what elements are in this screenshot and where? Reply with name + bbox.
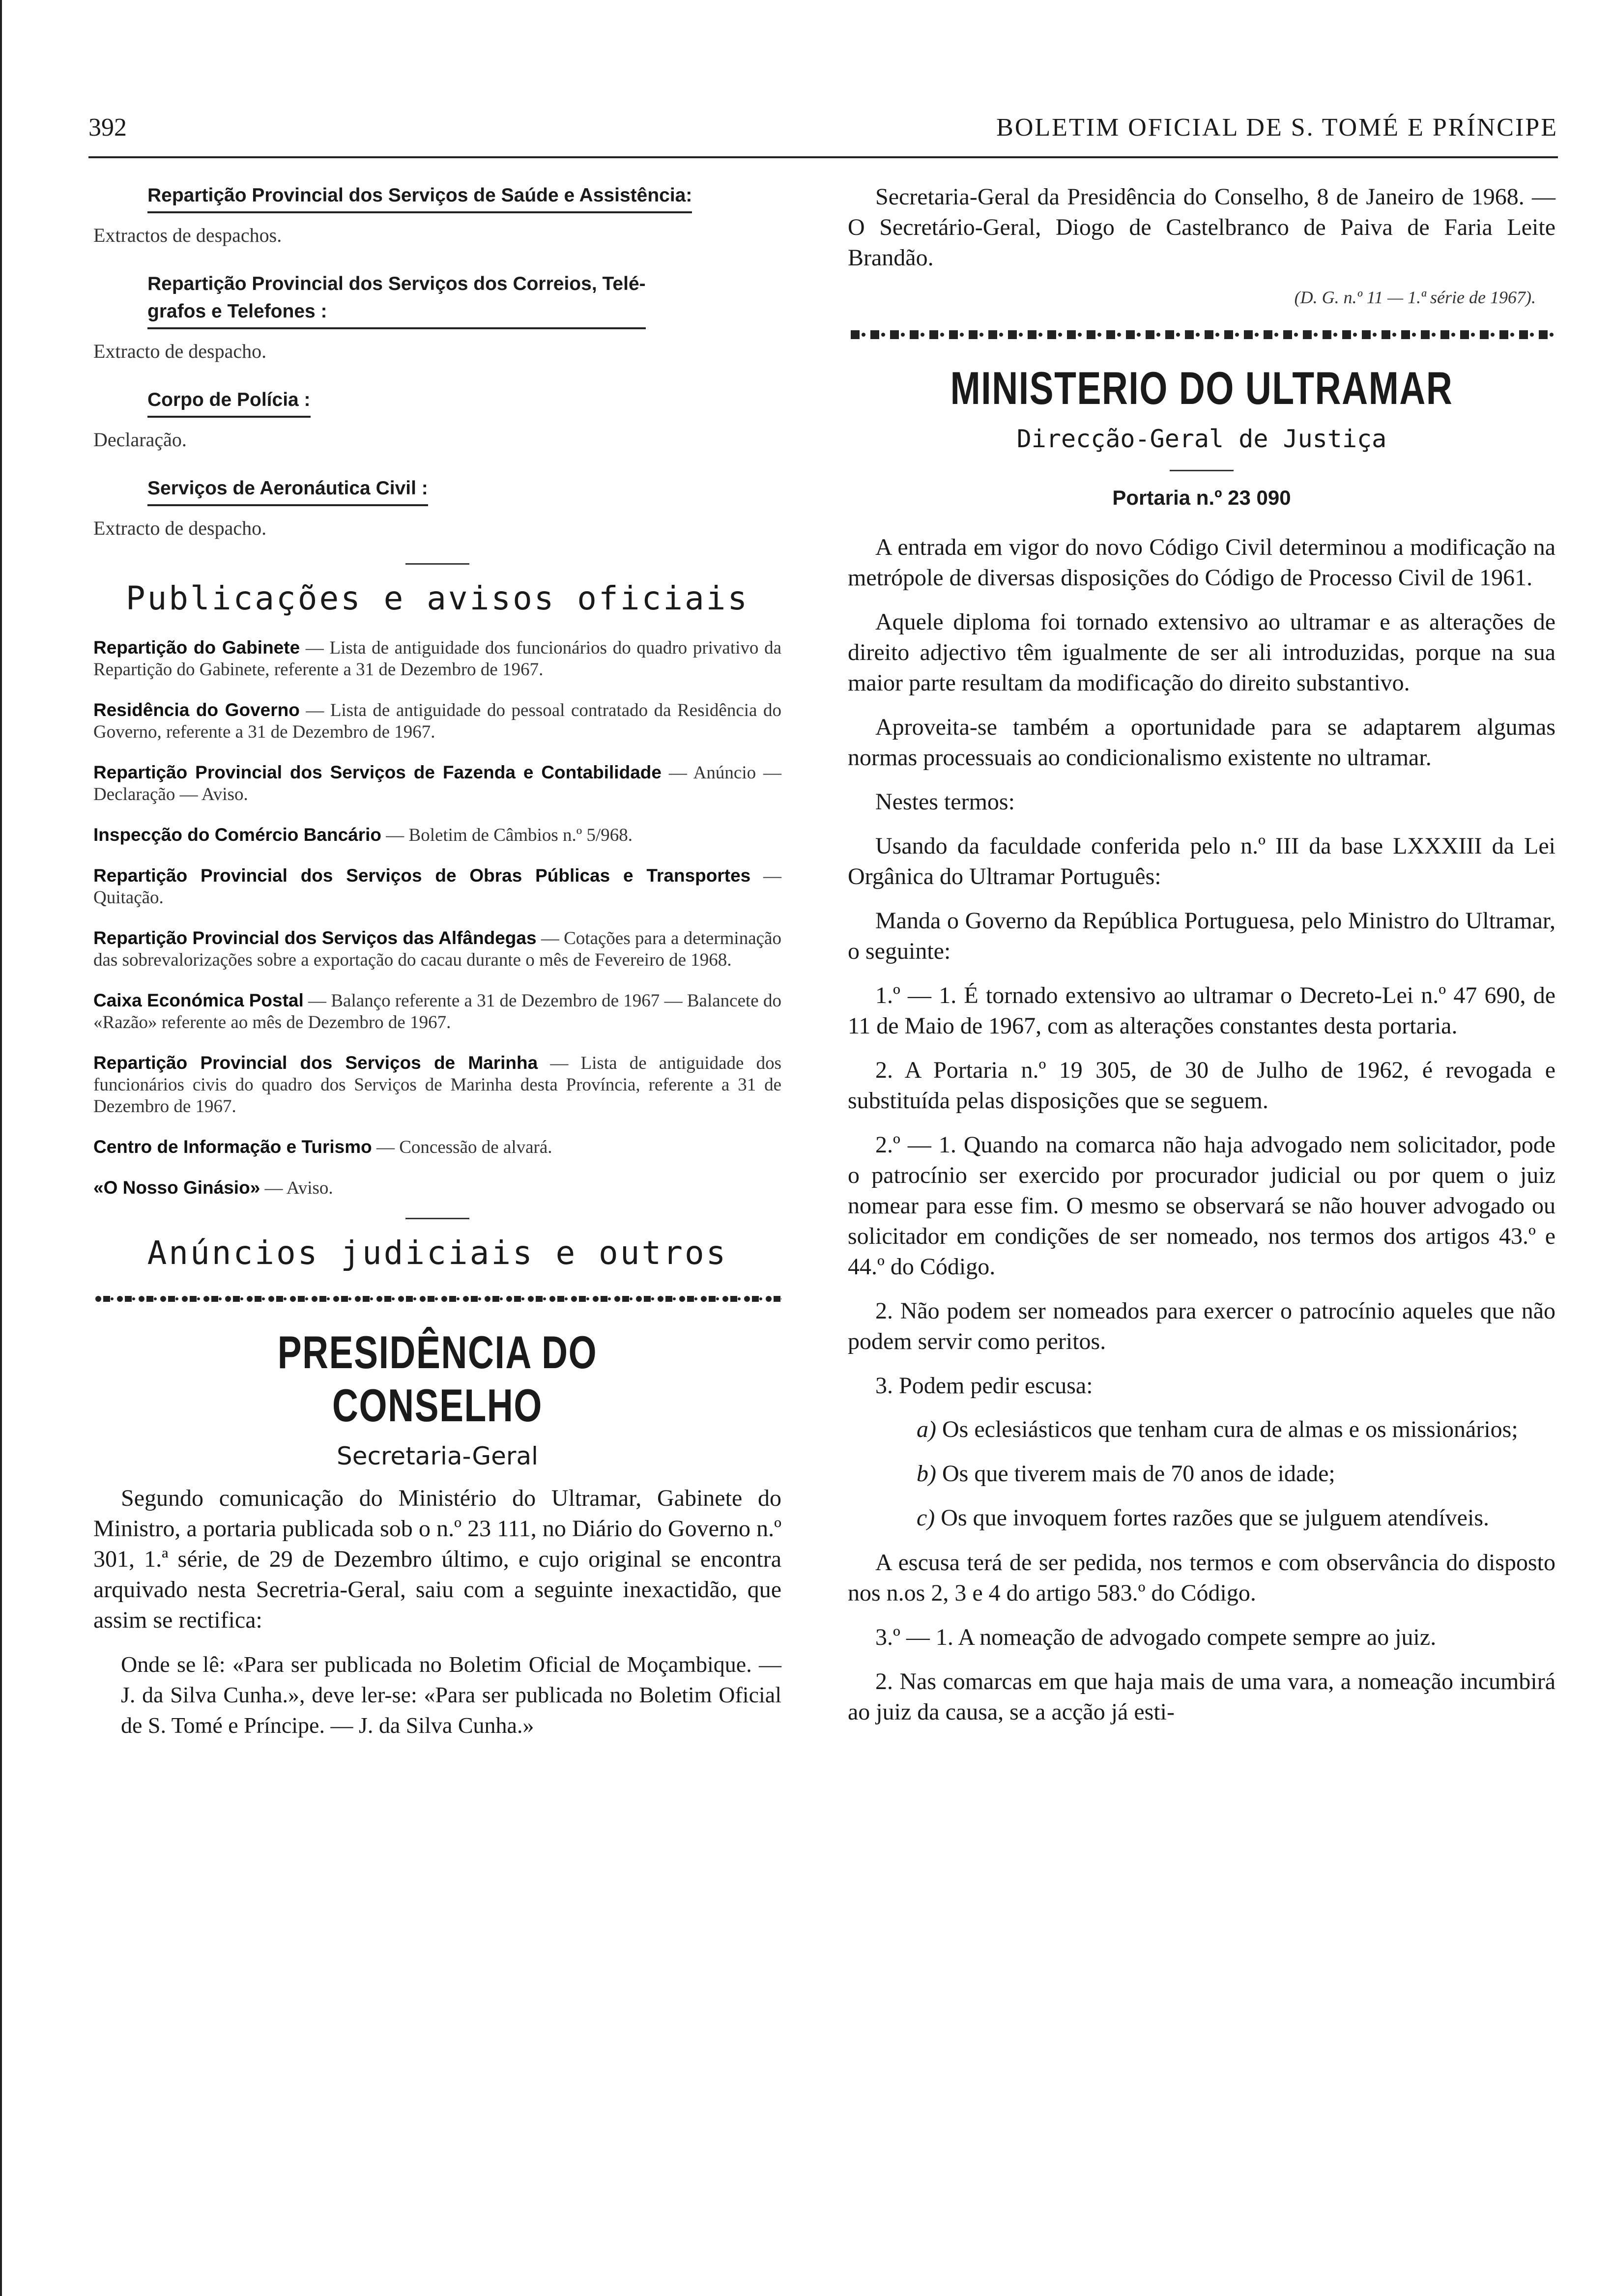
pub-item: [93, 699, 781, 743]
paragraph: A escusa terá de ser pedida, nos termos e com observância do disposto nos n.os 2, 3 e 4 do artigo 583.º do Código.: [848, 1550, 1555, 1606]
page-edge: [0, 0, 2, 2296]
presidencia-subtitle: Secretaria-Geral: [336, 1442, 538, 1470]
ornament-divider: [93, 1292, 781, 1306]
list-item-text: Os eclesiásticos que tenham cura de almas e os missionários;: [942, 1416, 1518, 1442]
pub-item-text: — Lista de antiguidade dos funcionários do quadro privativo da Repartição do Gabinete, referente a 31 de Dezembro de 1967.: [93, 638, 782, 680]
paragraph: 2. A Portaria n.º 19 305, de 30 de Julho de 1962, é revogada e substituída pelas disposições que se seguem.: [848, 1057, 1555, 1114]
section-text: Extracto de despacho.: [93, 340, 267, 362]
pub-item: [93, 637, 781, 681]
pub-item: [93, 990, 781, 1033]
pub-item-text: — Concessão de alvará.: [372, 1137, 552, 1157]
divider: [405, 563, 469, 565]
pub-item-text: — Lista de antiguidade dos funcionários civis do quadro dos Serviços de Marinha desta Província, referente a 31 de Dezembro de 1967.: [93, 1053, 781, 1117]
section-saude: [93, 182, 781, 249]
paragraph: Usando da faculdade conferida pelo n.º III da base LXXXIII da Lei Orgânica do Ultramar Português:: [848, 833, 1555, 890]
paragraph: Aproveita-se também a oportunidade para se adaptarem algumas normas processuais ao condicionalismo existente no ultramar.: [848, 714, 1555, 771]
pub-item-text: — Boletim de Câmbios n.º 5/968.: [381, 825, 633, 845]
pub-item: [93, 1136, 781, 1158]
pub-item: [93, 824, 781, 846]
paragraph: Aquele diploma foi tornado extensivo ao ultramar e as alterações de direito adjectivo têm igualmente de ser ali introduzidas, porque na sua maior parte resultam da modificação do direito substantivo.: [848, 609, 1555, 696]
list-item-text: Os que invoquem fortes razões que se julguem atendíveis.: [941, 1505, 1489, 1531]
intro-paragraph: Secretaria-Geral da Presidência do Conselho, 8 de Janeiro de 1968. — O Secretário-Geral, Diogo de Castelbranco de Paiva de Faria Leite Brandão.: [848, 184, 1555, 271]
pub-item-head: Residência do Governo: [93, 700, 300, 720]
pub-item-head: Repartição Provincial dos Serviços de Marinha: [93, 1053, 538, 1073]
pub-item-head: «O Nosso Ginásio»: [93, 1177, 260, 1198]
paragraph: 2. Não podem ser nomeados para exercer o patrocínio aqueles que não podem servir como peritos.: [848, 1298, 1555, 1354]
section-text: Extractos de despachos.: [93, 224, 282, 246]
right-column: [848, 182, 1555, 1741]
pub-item-text: — Anúncio — Declaração — Aviso.: [93, 763, 781, 804]
divider: [1170, 470, 1234, 471]
page-number: 392: [88, 114, 127, 142]
list-marker: c): [917, 1505, 935, 1531]
pub-item-text: — Cotações para a determinação das sobrevalorizações sobre a exportação do cacau durante o mês de Fevereiro de 1968.: [93, 928, 781, 970]
section-heading: Corpo de Polícia :: [147, 386, 311, 418]
section-heading: [147, 270, 646, 329]
pub-item-text: — Balanço referente a 31 de Dezembro de 1967 — Balancete do «Razão» referente ao mês de Dezembro de 1967.: [93, 991, 781, 1033]
list-marker: b): [917, 1461, 936, 1487]
pub-item-head: Inspecção do Comércio Bancário: [93, 825, 382, 845]
ornament-divider: [848, 327, 1555, 342]
pub-item-head: Repartição Provincial dos Serviços de Fazenda e Contabilidade: [93, 762, 662, 782]
left-column: [93, 182, 781, 1754]
running-title: BOLETIM OFICIAL DE S. TOMÉ E PRÍNCIPE: [996, 114, 1558, 142]
presidencia-paragraph: Segundo comunicação do Ministério do Ultramar, Gabinete do Ministro, a portaria publicada sob o n.º 23 111, no Diário do Governo n.º 301, 1.ª série, de 29 de Dezembro último, e cujo original se encontra arquivado nesta Secretria-Geral, saiu com a seguinte inexactidão, que assim se rectifica:: [93, 1485, 781, 1633]
anuncios-title: Anúncios judiciais e outros: [147, 1234, 728, 1272]
pub-item-text: — Aviso.: [260, 1178, 333, 1198]
citation: (D. G. n.º 11 — 1.ª série de 1967).: [1294, 287, 1536, 307]
paragraph: 3.º — 1. A nomeação de advogado compete sempre ao juiz.: [875, 1624, 1437, 1650]
paragraph: 2. Nas comarcas em que haja mais de uma vara, a nomeação incumbirá ao juiz da causa, se a acção já esti-: [848, 1668, 1555, 1725]
header-rule: [88, 156, 1558, 158]
portaria-title: Portaria n.º 23 090: [1112, 486, 1291, 509]
paragraph: 1.º — 1. É tornado extensivo ao ultramar o Decreto-Lei n.º 47 690, de 11 de Maio de 1967, com as alterações constantes desta portaria.: [848, 982, 1555, 1039]
ministry-title: MINISTERIO DO ULTRAMAR: [950, 362, 1453, 414]
section-text: Declaração.: [93, 429, 187, 451]
pub-item: [93, 865, 781, 909]
pub-item-head: Centro de Informação e Turismo: [93, 1137, 372, 1157]
section-heading: Serviços de Aeronáutica Civil :: [147, 475, 428, 506]
pub-item: [93, 1052, 781, 1118]
pub-item-text: — Quitação.: [93, 866, 782, 908]
publicacoes-title: Publicações e avisos oficiais: [125, 579, 749, 617]
paragraph: Nestes termos:: [875, 789, 1015, 815]
publications-list: [93, 637, 781, 1199]
presidencia-correction: Onde se lê: «Para ser publicada no Boletim Oficial de Moçambique. — J. da Silva Cunha.», deve ler-se: «Para ser publicada no Boletim Oficial de S. Tomé e Príncipe. — J. da Silva Cunha.»: [121, 1652, 781, 1738]
pub-item: [93, 927, 781, 971]
list-marker: a): [917, 1416, 936, 1442]
escusa-list: [848, 1415, 1555, 1533]
section-policia: [93, 386, 781, 453]
pub-item: [93, 762, 781, 805]
page-header: [88, 103, 1558, 157]
list-item: [848, 1415, 1555, 1444]
section-heading-line: Repartição Provincial dos Serviços dos Correios, Telé-: [147, 273, 646, 294]
paragraph: A entrada em vigor do novo Código Civil determinou a modificação na metrópole de diversas disposições do Código de Processo Civil de 1961.: [848, 534, 1555, 591]
pub-item: [93, 1177, 781, 1199]
section-heading: Repartição Provincial dos Serviços de Saúde e Assistência:: [147, 182, 692, 213]
list-item: [848, 1459, 1555, 1489]
list-item-text: Os que tiverem mais de 70 anos de idade;: [942, 1461, 1335, 1487]
ornament-divider-graphic: [93, 1292, 781, 1306]
pub-item-head: Caixa Económica Postal: [93, 990, 304, 1010]
divider: [405, 1218, 469, 1219]
paragraph: Manda o Governo da República Portuguesa, pelo Ministro do Ultramar, o seguinte:: [848, 908, 1555, 964]
paragraph: 2.º — 1. Quando na comarca não haja advogado nem solicitador, pode o patrocínio ser exercido por procurador judicial ou por quem o juiz nomear para esse fim. O mesmo se observará se não houver advogado ou solicitador em condições de ser nomeado, nos termos dos artigos 43.º e 44.º do Código.: [848, 1132, 1555, 1280]
presidencia-title: PRESIDÊNCIA DO CONSELHO: [277, 1326, 598, 1431]
direccao-subtitle: Direcção-Geral de Justiça: [1016, 425, 1387, 453]
section-correios: [93, 270, 781, 365]
ornament-divider-graphic: [848, 327, 1555, 342]
section-heading-line: grafos e Telefones :: [147, 301, 327, 322]
list-item: [848, 1503, 1555, 1533]
section-aeronautica: [93, 475, 781, 542]
pub-item-head: Repartição Provincial dos Serviços das Alfândegas: [93, 928, 537, 948]
pub-item-head: Repartição do Gabinete: [93, 637, 300, 658]
pub-item-head: Repartição Provincial dos Serviços de Obras Públicas e Transportes: [93, 865, 751, 886]
section-text: Extracto de despacho.: [93, 517, 267, 539]
paragraph: 3. Podem pedir escusa:: [875, 1373, 1093, 1399]
pub-item-text: — Lista de antiguidade do pessoal contratado da Residência do Governo, referente a 31 de Dezembro de 1967.: [93, 700, 781, 742]
